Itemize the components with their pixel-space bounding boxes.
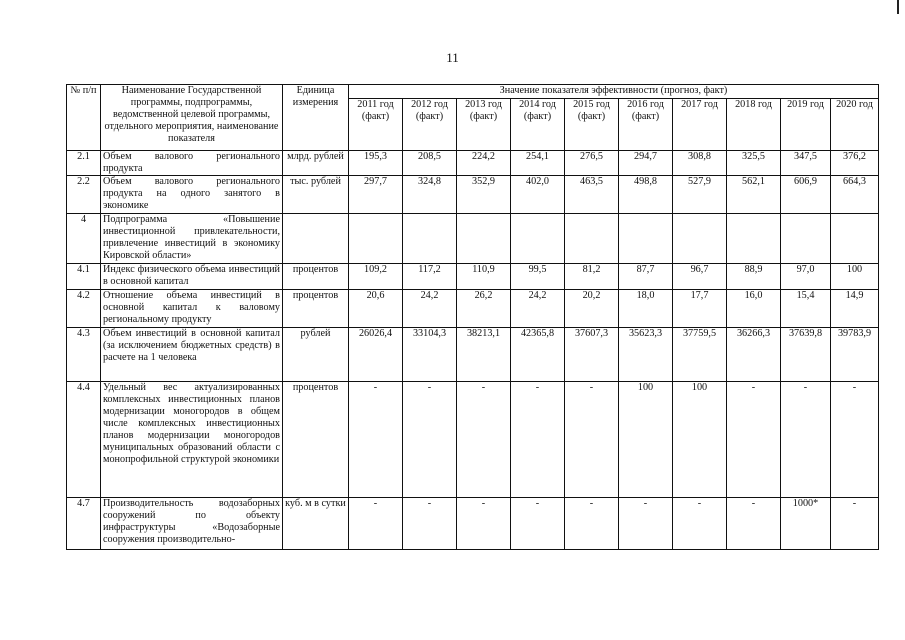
indicator-name: Объем валового регионального продукта bbox=[101, 151, 283, 176]
value-cell: - bbox=[457, 498, 511, 550]
unit-cell: процентов bbox=[283, 382, 349, 498]
indicator-name: Объем валового регионального продукта на одного занятого в экономике bbox=[101, 176, 283, 214]
value-cell: 100 bbox=[619, 382, 673, 498]
value-cell: - bbox=[565, 382, 619, 498]
value-cell: 376,2 bbox=[831, 151, 879, 176]
value-cell: 463,5 bbox=[565, 176, 619, 214]
table-row bbox=[67, 498, 879, 550]
value-cell: 97,0 bbox=[781, 264, 831, 290]
table-row bbox=[67, 176, 879, 214]
value-cell bbox=[565, 214, 619, 264]
value-cell: 100 bbox=[831, 264, 879, 290]
row-number: 4.3 bbox=[67, 328, 101, 382]
unit-cell: млрд. рублей bbox=[283, 151, 349, 176]
value-cell: - bbox=[781, 382, 831, 498]
indicator-name: Подпрограмма «Повышение инвестиционной привлекательности, привлечение инвестиций в экономику Кировской области» bbox=[101, 214, 283, 264]
header-year: 2020 год bbox=[831, 99, 879, 151]
value-cell: 254,1 bbox=[511, 151, 565, 176]
header-year: 2018 год bbox=[727, 99, 781, 151]
value-cell: 606,9 bbox=[781, 176, 831, 214]
header-year: 2015 год (факт) bbox=[565, 99, 619, 151]
value-cell: 109,2 bbox=[349, 264, 403, 290]
value-cell: 99,5 bbox=[511, 264, 565, 290]
row-number: 4.7 bbox=[67, 498, 101, 550]
value-cell: 15,4 bbox=[781, 290, 831, 328]
indicator-name: Отношение объема инвестиций в основной капитал к валовому региональному продукту bbox=[101, 290, 283, 328]
header-year: 2013 год (факт) bbox=[457, 99, 511, 151]
unit-cell: куб. м в сутки bbox=[283, 498, 349, 550]
value-cell: 42365,8 bbox=[511, 328, 565, 382]
row-number: 4.1 bbox=[67, 264, 101, 290]
value-cell: - bbox=[403, 498, 457, 550]
value-cell: - bbox=[565, 498, 619, 550]
value-cell: - bbox=[403, 382, 457, 498]
value-cell: 24,2 bbox=[511, 290, 565, 328]
value-cell: 87,7 bbox=[619, 264, 673, 290]
value-cell: 224,2 bbox=[457, 151, 511, 176]
header-name: Наименование Государственной программы, подпрограммы, ведомственной целевой программы, отдельного мероприятия, наименование показателя bbox=[101, 85, 283, 151]
value-cell: 664,3 bbox=[831, 176, 879, 214]
value-cell bbox=[727, 214, 781, 264]
value-cell bbox=[457, 214, 511, 264]
value-cell: 402,0 bbox=[511, 176, 565, 214]
table-row bbox=[67, 382, 879, 498]
value-cell: 527,9 bbox=[673, 176, 727, 214]
value-cell: 26026,4 bbox=[349, 328, 403, 382]
value-cell: 81,2 bbox=[565, 264, 619, 290]
header-unit: Единица измерения bbox=[283, 85, 349, 151]
row-number: 4 bbox=[67, 214, 101, 264]
value-cell: 38213,1 bbox=[457, 328, 511, 382]
unit-cell: тыс. рублей bbox=[283, 176, 349, 214]
value-cell: 96,7 bbox=[673, 264, 727, 290]
unit-cell: процентов bbox=[283, 264, 349, 290]
row-number: 4.2 bbox=[67, 290, 101, 328]
indicator-name: Объем инвестиций в основной капитал (за исключением бюджетных средств) в расчете на 1 человека bbox=[101, 328, 283, 382]
row-number: 4.4 bbox=[67, 382, 101, 498]
table-row bbox=[67, 328, 879, 382]
header-year: 2016 год (факт) bbox=[619, 99, 673, 151]
value-cell: 33104,3 bbox=[403, 328, 457, 382]
header-values-group: Значение показателя эффективности (прогноз, факт) bbox=[349, 85, 879, 99]
value-cell: 39783,9 bbox=[831, 328, 879, 382]
indicator-name: Удельный вес актуализированных комплексных инвестиционных планов модернизации моногородов в общем числе комплексных инвестиционных планов модернизации моногородов муниципальных образований области с монопрофильной структурой экономики bbox=[101, 382, 283, 498]
value-cell: 562,1 bbox=[727, 176, 781, 214]
value-cell: 1000* bbox=[781, 498, 831, 550]
value-cell: - bbox=[457, 382, 511, 498]
value-cell bbox=[511, 214, 565, 264]
value-cell: 36266,3 bbox=[727, 328, 781, 382]
value-cell: 352,9 bbox=[457, 176, 511, 214]
value-cell: - bbox=[831, 498, 879, 550]
value-cell: 347,5 bbox=[781, 151, 831, 176]
value-cell: - bbox=[349, 498, 403, 550]
header-num: № п/п bbox=[67, 85, 101, 151]
value-cell: 195,3 bbox=[349, 151, 403, 176]
header-year: 2019 год bbox=[781, 99, 831, 151]
value-cell: - bbox=[511, 498, 565, 550]
value-cell: 117,2 bbox=[403, 264, 457, 290]
value-cell bbox=[403, 214, 457, 264]
row-number: 2.1 bbox=[67, 151, 101, 176]
unit-cell: рублей bbox=[283, 328, 349, 382]
value-cell: 17,7 bbox=[673, 290, 727, 328]
indicator-name: Индекс физического объема инвестиций в основной капитал bbox=[101, 264, 283, 290]
table-row bbox=[67, 264, 879, 290]
value-cell: 20,6 bbox=[349, 290, 403, 328]
header-year: 2011 год (факт) bbox=[349, 99, 403, 151]
header-year: 2014 год (факт) bbox=[511, 99, 565, 151]
value-cell: 110,9 bbox=[457, 264, 511, 290]
table-row bbox=[67, 151, 879, 176]
value-cell: 276,5 bbox=[565, 151, 619, 176]
value-cell: - bbox=[673, 498, 727, 550]
value-cell bbox=[349, 214, 403, 264]
value-cell: 18,0 bbox=[619, 290, 673, 328]
value-cell: 37607,3 bbox=[565, 328, 619, 382]
header-year: 2017 год bbox=[673, 99, 727, 151]
value-cell: 35623,3 bbox=[619, 328, 673, 382]
value-cell: - bbox=[727, 382, 781, 498]
value-cell: 14,9 bbox=[831, 290, 879, 328]
value-cell: 308,8 bbox=[673, 151, 727, 176]
value-cell: 20,2 bbox=[565, 290, 619, 328]
value-cell bbox=[781, 214, 831, 264]
value-cell: 24,2 bbox=[403, 290, 457, 328]
header-year: 2012 год (факт) bbox=[403, 99, 457, 151]
table-row bbox=[67, 290, 879, 328]
value-cell: 208,5 bbox=[403, 151, 457, 176]
indicator-name: Производительность водозаборных сооружений по объекту инфраструктуры «Водозаборные сооружения производительно- bbox=[101, 498, 283, 550]
unit-cell bbox=[283, 214, 349, 264]
value-cell: 26,2 bbox=[457, 290, 511, 328]
value-cell: 100 bbox=[673, 382, 727, 498]
value-cell: - bbox=[619, 498, 673, 550]
value-cell bbox=[673, 214, 727, 264]
scan-edge-mark bbox=[897, 0, 899, 14]
page-number: 11 bbox=[446, 50, 459, 65]
value-cell: 294,7 bbox=[619, 151, 673, 176]
row-number: 2.2 bbox=[67, 176, 101, 214]
value-cell: 37639,8 bbox=[781, 328, 831, 382]
value-cell: 498,8 bbox=[619, 176, 673, 214]
value-cell: - bbox=[831, 382, 879, 498]
indicator-table bbox=[66, 84, 879, 550]
value-cell bbox=[619, 214, 673, 264]
value-cell: 37759,5 bbox=[673, 328, 727, 382]
value-cell: 16,0 bbox=[727, 290, 781, 328]
value-cell: - bbox=[511, 382, 565, 498]
value-cell: 325,5 bbox=[727, 151, 781, 176]
value-cell bbox=[831, 214, 879, 264]
value-cell: 88,9 bbox=[727, 264, 781, 290]
value-cell: 297,7 bbox=[349, 176, 403, 214]
value-cell: - bbox=[727, 498, 781, 550]
value-cell: - bbox=[349, 382, 403, 498]
unit-cell: процентов bbox=[283, 290, 349, 328]
table-row bbox=[67, 214, 879, 264]
value-cell: 324,8 bbox=[403, 176, 457, 214]
